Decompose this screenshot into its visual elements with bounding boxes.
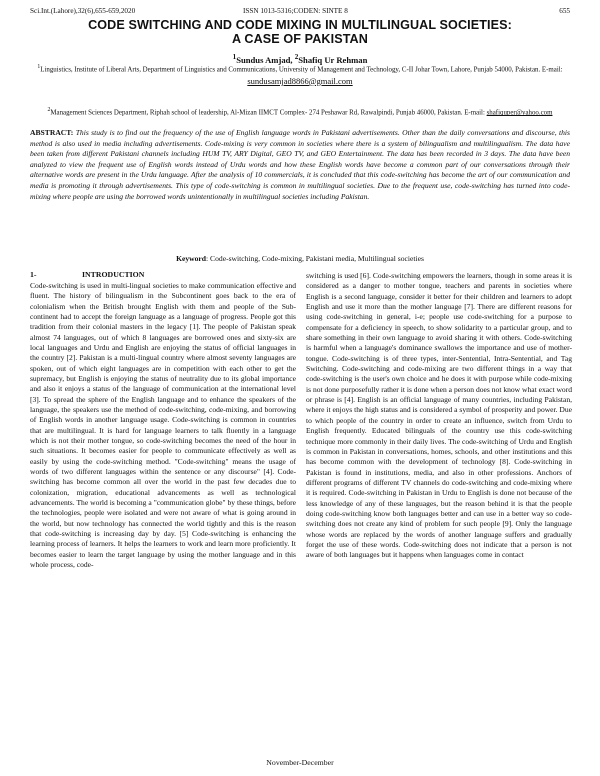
author-1-marker: 1 bbox=[232, 53, 237, 61]
affiliation-1 bbox=[30, 62, 570, 88]
abstract bbox=[30, 128, 570, 202]
body-column-right bbox=[306, 271, 572, 561]
affiliation-2-marker: 2 bbox=[47, 107, 51, 113]
author-2-email-link[interactable]: shafiquper@yahoo.com bbox=[486, 109, 553, 117]
body-column-left bbox=[30, 270, 296, 570]
section-number: 1- bbox=[30, 270, 37, 279]
section-title: INTRODUCTION bbox=[82, 270, 145, 279]
author-2-name: Shafiq Ur Rehman bbox=[298, 54, 368, 65]
introduction-paragraph-left: Code-switching is used in multi-lingual societies to make communication effective and fluent. The history of bilingualism in the Subcontinent goes back to the era of colonialism when the British brought English with them and people of the Sub-continent had to accept the foreign language as a language of progress. People got this tradition from their colonial masters in the legacy [1]. The people of Pakistan speak almost 74 languages, out of which 8 languages are borrowed ones and sixty-six are local languages and Urdu and English are enjoying the status of official languages in the country [2]. Pakistan is a multi-lingual country where almost seventy languages are spoken, out of which eight languages are in competition with each other to get the supremacy, but English is enjoying the status of neutrality due to its global importance and also it enjoys a status of the language of communication at the international level [3]. To spread the sphere of the English language and to enhance the speakers of the language, the speakers use the method of code-switching, code-mixing, and borrowing of English words in another language usage. Code-switching is common in countries that are multilingual. It is hard for language learners to talk fluently in a language which is not their mother tongue, so code-switching becomes the need of the hour in such situations. It becomes easier for people to communicate effectively as well as easily by using the code-switching method. "Code-switching" means the usage of words of two different languages within the sentence or any discourse" [4]. Code-switching has become common all over the world in the past few decades due to colonization, migration, educational advancements as well as technological advancements. The world is becoming a "communication globe" by these things, before the technologies, people were isolated and were not aware of what is going around in the world, but now technology has connected the world tightly and this is the reason that code-switching is increasing day by day. [5] Code-switching is enhancing the learning process of learners. It helps the learners to work and learn more proficiently. It becomes easier to learn the target language by using the mother language and in this whole process, code- bbox=[30, 280, 296, 570]
issn-coden: ISSN 1013-5316;CODEN: SINTE 8 bbox=[243, 7, 348, 15]
section-heading-introduction bbox=[30, 270, 296, 280]
page-number: 655 bbox=[559, 7, 570, 15]
affiliation-2 bbox=[30, 105, 570, 119]
running-head bbox=[30, 5, 570, 17]
affiliation-1-text: Linguistics, Institute of Liberal Arts, Department of Linguistics and Communications, University of Management and Technology, C-II Johar Town, Lahore, Punjab 54000, Pakistan. E-mail: bbox=[40, 66, 563, 74]
author-1-email-link[interactable]: sundusamjad8866@gmail.com bbox=[247, 75, 353, 86]
journal-citation: Sci.Int.(Lahore),32(6),655-659,2020 bbox=[30, 7, 136, 15]
paper-title bbox=[30, 18, 570, 46]
keywords-label: Keyword bbox=[176, 254, 207, 263]
keywords-text: : Code-switching, Code-mixing, Pakistani media, Multilingual societies bbox=[206, 254, 424, 263]
title-line-1: CODE SWITCHING AND CODE MIXING IN MULTILINGUAL SOCIETIES: bbox=[88, 18, 512, 32]
title-line-2: A CASE OF PAKISTAN bbox=[232, 32, 368, 46]
abstract-label: ABSTRACT: bbox=[30, 128, 74, 137]
abstract-text: This study is to find out the frequency of the use of English language words in Pakistani advertisements. Other than the daily conversations and discourse, this method is also used in media including advertisements. Code-mixing is very common in societies where there is a system of bilingualism and multilingualism. The data have been taken from different Pakistani channels including HUM TV, ARY Digital, GEO TV, and GEO Entertainment. The data has been recorded in 3 days. The data have been analyzed to view the frequent use of English words instead of Urdu words and how these English words have become a common part of our conversations through their alternative words are present in the Urdu language. After the analysis of 10 commercials, it is concluded that this code-switching has become the art of our communication and media is promoting it through advertisements. This type of code-switching is common in multilingual societies. Due to the frequent use, code-switching has turned into code-mixing where people are using the borrowed words unintentionally in multilingual societies including Pakistan. bbox=[30, 128, 570, 201]
author-2-marker: 2 bbox=[294, 53, 299, 61]
affiliation-1-marker: 1 bbox=[37, 64, 41, 70]
introduction-paragraph-right: switching is used [6]. Code-switching empowers the learners, though in some areas it is considered as a danger to mother tongue, teachers and parents in societies where English is a second language, consider it better for their children and learners to adopt English and use it more than the mother language [7]. There are different reasons for using code-switching in general, i-e; people use code-switching for a purpose to compensate for a deficiency in speech, to show solidarity to a particular group, and to share something in their own language to avoid sharing it with others. Code-switching is harmful when a language's dominance swallows the importance and use of mother-tongue. Code-switching is of three types, inter-Sentential, Intra-Sentential, and Tag Switching. Code-switching and code-mixing are two different things in a way that code-switching is the user's own choice and he does it with purpose while code-mixing is not done purposefully rather it is done when a person does not know what exact word or phrase is [4]. English is an official language of many countries, including Pakistan, where it enjoys the high status and is considered a symbol of prosperity and power. Due to which people of the country in order to create an influence, switch from Urdu to English frequently. Educated bilinguals of the country use this code-switching technique more commonly in their daily lives. The code-switching of Urdu and English is common in Pakistan in conversations, homes, schools, and other institutions and this has become common with the development of technology [8]. Code-switching in Pakistan is found in institutions, media, and also in other professions. Anchors of different programs of different TV channels do code-switching and code-mixing where it is required. Code-switching in Pakistan in Urdu to English is done not because of the less knowledge of any of these languages, but the reason behind it is that the people doing code-switching know both languages better and can use in a better way so code-switching does not create any kind of problem for such people [9]. Only the language whose words are replaced by the words of another language suffers and gradually forget the use of these words. Code-switching does not indicate that a person is not aware of both languages but it happens when languages come in contact bbox=[306, 271, 572, 560]
author-1-name: Sundus Amjad, bbox=[236, 54, 295, 65]
affiliation-2-text: Management Sciences Department, Riphah school of leadership, Al-Mizan IIMCT Complex- 274 Peshawar Rd, Rawalpindi, Punjab 46000, Pakistan. E-mail: bbox=[50, 109, 487, 117]
page-footer: November-December bbox=[266, 758, 334, 767]
keywords bbox=[30, 253, 570, 264]
